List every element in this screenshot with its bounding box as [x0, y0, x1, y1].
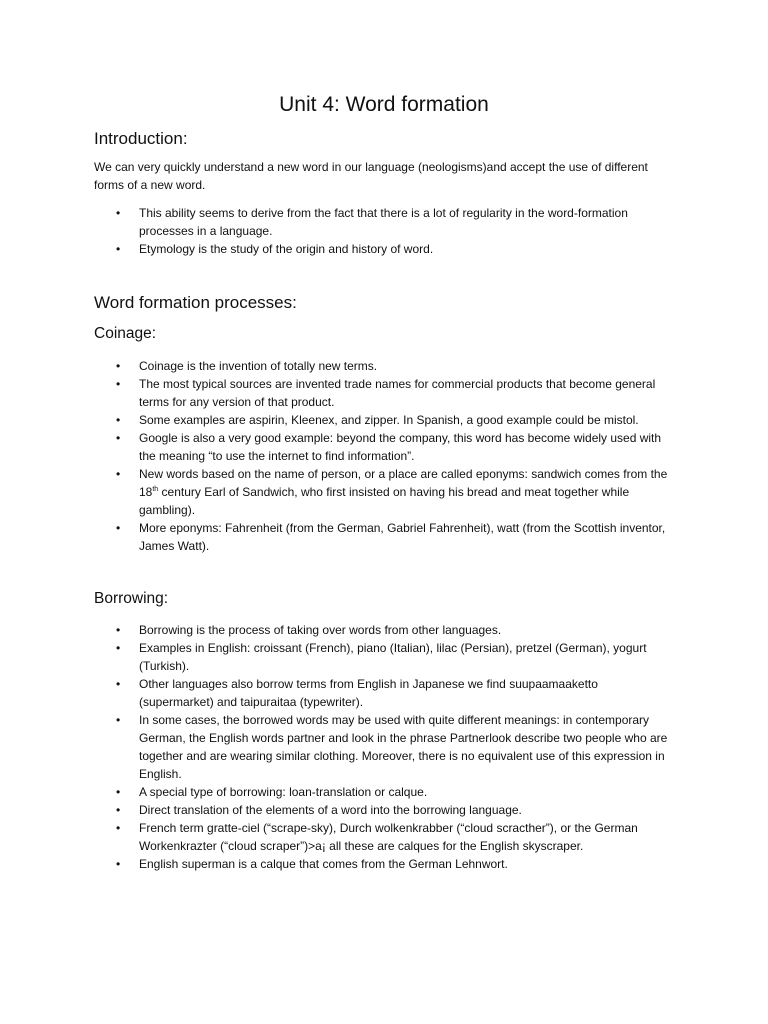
bullet-icon: • — [116, 785, 121, 799]
bullet-icon: • — [116, 713, 121, 727]
bullet-icon: • — [116, 803, 121, 817]
borrowing-list — [94, 621, 674, 873]
list-item — [116, 639, 674, 675]
bullet-icon: • — [116, 821, 121, 835]
list-item-text: Direct translation of the elements of a word into the borrowing language. — [139, 803, 522, 817]
list-item — [116, 429, 674, 465]
bullet-icon: • — [116, 359, 121, 373]
borrowing-heading: Borrowing: — [94, 590, 169, 607]
list-item — [116, 519, 674, 555]
bullet-icon: • — [116, 413, 121, 427]
list-item-text: Examples in English: croissant (French), piano (Italian), lilac (Persian), pretzel (German), yogurt (Turkish). — [139, 641, 647, 673]
introduction-list — [94, 204, 674, 258]
coinage-list — [94, 357, 674, 555]
introduction-heading: Introduction: — [94, 129, 188, 148]
list-item — [116, 375, 674, 411]
list-item-text: In some cases, the borrowed words may be used with quite different meanings: in contemporary German, the English words partner and look in the phrase Partnerlook describe two people who are together and are wearing similar clothing. Moreover, there is no equivalent use of this expression in English. — [139, 713, 668, 781]
word-formation-processes-heading: Word formation processes: — [94, 293, 297, 312]
list-item-text: Coinage is the invention of totally new terms. — [139, 359, 378, 373]
list-item — [116, 240, 674, 258]
introduction-paragraph: We can very quickly understand a new word in our language (neologisms)and accept the use of different forms of a new word. — [94, 160, 648, 192]
list-item-text: Borrowing is the process of taking over words from other languages. — [139, 623, 502, 637]
bullet-icon: • — [116, 431, 121, 445]
bullet-icon: • — [116, 521, 121, 535]
list-item-text: The most typical sources are invented trade names for commercial products that become general terms for any version of that product. — [139, 377, 656, 409]
list-item-text: New words based on the name of person, or a place are called eponyms: sandwich comes from the 18 — [139, 467, 668, 499]
list-item — [116, 819, 674, 855]
list-item — [116, 465, 674, 519]
list-item-text: English superman is a calque that comes from the German Lehnwort. — [139, 857, 508, 871]
list-item — [116, 621, 674, 639]
list-item-text: Etymology is the study of the origin and history of word. — [139, 242, 434, 256]
bullet-icon: • — [116, 857, 121, 871]
coinage-heading: Coinage: — [94, 325, 157, 342]
bullet-icon: • — [116, 641, 121, 655]
list-item — [116, 411, 674, 429]
ordinal-suffix: th — [152, 486, 159, 493]
list-item — [116, 204, 674, 240]
bullet-icon: • — [116, 377, 121, 391]
list-item-text: A special type of borrowing: loan-translation or calque. — [139, 785, 428, 799]
page-title: Unit 4: Word formation — [279, 93, 489, 116]
list-item — [116, 783, 674, 801]
bullet-icon: • — [116, 206, 121, 220]
list-item-text: French term gratte-ciel (“scrape-sky), Durch wolkenkrabber (“cloud scracther”), or the German Workenkrazter (“cloud scraper”)>a¡ all these are calques for the English skyscraper. — [139, 821, 638, 853]
list-item-text: century Earl of Sandwich, who first insisted on having his bread and meat together while gambling). — [139, 485, 630, 517]
list-item — [116, 675, 674, 711]
list-item-text: This ability seems to derive from the fact that there is a lot of regularity in the word-formation processes in a language. — [139, 206, 628, 238]
list-item — [116, 801, 674, 819]
list-item-text: More eponyms: Fahrenheit (from the German, Gabriel Fahrenheit), watt (from the Scottish inventor, James Watt). — [139, 521, 666, 553]
bullet-icon: • — [116, 467, 121, 481]
list-item-text: Some examples are aspirin, Kleenex, and zipper. In Spanish, a good example could be mistol. — [139, 413, 639, 427]
list-item-text: Other languages also borrow terms from English in Japanese we find suupaamaaketto (supermarket) and taipuraitaa (typewriter). — [139, 677, 598, 709]
list-item — [116, 711, 674, 783]
bullet-icon: • — [116, 677, 121, 691]
bullet-icon: • — [116, 242, 121, 256]
list-item — [116, 357, 674, 375]
list-item — [116, 855, 674, 873]
list-item-text: Google is also a very good example: beyond the company, this word has become widely used with the meaning “to use the internet to find information”. — [139, 431, 662, 463]
bullet-icon: • — [116, 623, 121, 637]
